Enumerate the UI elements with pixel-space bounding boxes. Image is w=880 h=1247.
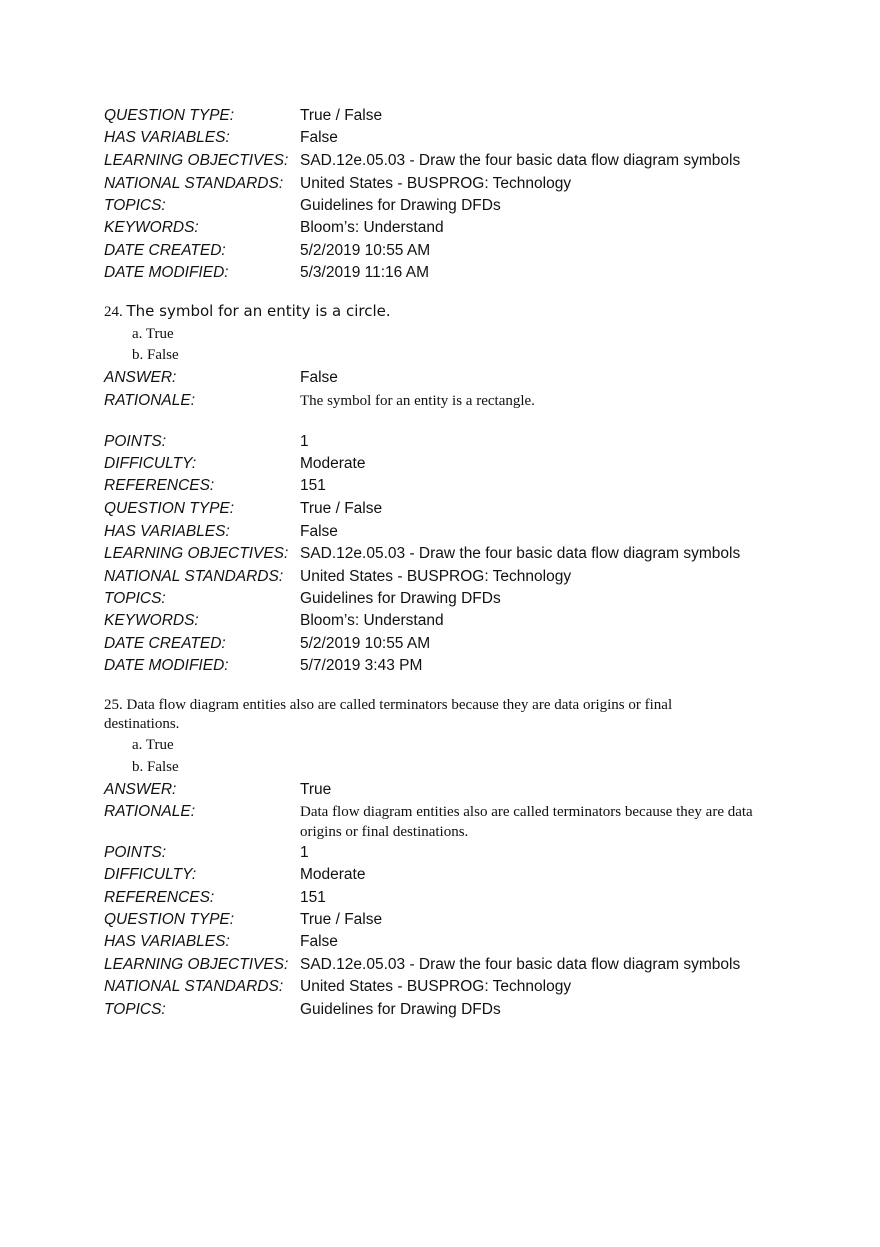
meta-label: TOPICS:	[104, 197, 166, 214]
option-a: a. True	[132, 326, 174, 342]
meta-value: 5/2/2019 10:55 AM	[300, 242, 431, 259]
meta-value: United States - BUSPROG: Technology	[300, 568, 572, 585]
question-24	[104, 302, 744, 322]
meta-label: QUESTION TYPE:	[104, 107, 235, 124]
meta-label: DIFFICULTY:	[104, 455, 197, 472]
question-number: 24.	[104, 304, 123, 320]
question-text: The symbol for an entity is a circle.	[126, 302, 391, 320]
meta-value: United States - BUSPROG: Technology	[300, 978, 572, 995]
meta-label: DATE MODIFIED:	[104, 657, 229, 674]
question-25	[104, 696, 744, 734]
answer-value: True	[300, 781, 332, 798]
meta-label: DATE MODIFIED:	[104, 264, 229, 281]
meta-label: QUESTION TYPE:	[104, 500, 235, 517]
meta-value: SAD.12e.05.03 - Draw the four basic data flow diagram symbols	[300, 956, 741, 973]
option-b: b. False	[132, 347, 179, 363]
meta-value: 151	[300, 889, 326, 906]
option-b: b. False	[132, 759, 179, 775]
meta-value: True / False	[300, 500, 383, 517]
meta-label: DATE CREATED:	[104, 242, 226, 259]
rationale-label: RATIONALE:	[104, 803, 196, 820]
meta-value: Bloom’s: Understand	[300, 219, 444, 236]
meta-value: Moderate	[300, 455, 366, 472]
meta-label: NATIONAL STANDARDS:	[104, 978, 284, 995]
meta-value: 1	[300, 844, 309, 861]
rationale-value: The symbol for an entity is a rectangle.	[300, 393, 535, 409]
meta-label: DATE CREATED:	[104, 635, 226, 652]
meta-value: False	[300, 933, 338, 950]
meta-label: LEARNING OBJECTIVES:	[104, 152, 289, 169]
meta-value: SAD.12e.05.03 - Draw the four basic data flow diagram symbols	[300, 545, 741, 562]
meta-value: 5/3/2019 11:16 AM	[300, 264, 429, 281]
meta-value: 151	[300, 477, 326, 494]
meta-label: LEARNING OBJECTIVES:	[104, 545, 289, 562]
meta-value: Guidelines for Drawing DFDs	[300, 197, 501, 214]
meta-value: 5/7/2019 3:43 PM	[300, 657, 423, 674]
meta-label: REFERENCES:	[104, 889, 215, 906]
meta-label: QUESTION TYPE:	[104, 911, 235, 928]
meta-value: 5/2/2019 10:55 AM	[300, 635, 431, 652]
meta-value: Guidelines for Drawing DFDs	[300, 1001, 501, 1018]
meta-label: NATIONAL STANDARDS:	[104, 175, 284, 192]
answer-label: ANSWER:	[104, 369, 177, 386]
meta-label: LEARNING OBJECTIVES:	[104, 956, 289, 973]
meta-label: TOPICS:	[104, 590, 166, 607]
rationale-value: Data flow diagram entities also are called terminators because they are data origins or final destinations.	[300, 804, 753, 840]
meta-value: False	[300, 523, 338, 540]
question-number: 25.	[104, 697, 123, 713]
meta-label: KEYWORDS:	[104, 612, 199, 629]
meta-value: False	[300, 129, 338, 146]
meta-value: SAD.12e.05.03 - Draw the four basic data flow diagram symbols	[300, 152, 741, 169]
meta-label: POINTS:	[104, 844, 167, 861]
answer-label: ANSWER:	[104, 781, 177, 798]
meta-label: TOPICS:	[104, 1001, 166, 1018]
meta-label: KEYWORDS:	[104, 219, 199, 236]
meta-label: POINTS:	[104, 433, 167, 450]
answer-value: False	[300, 369, 338, 386]
meta-value: True / False	[300, 107, 383, 124]
meta-value: Guidelines for Drawing DFDs	[300, 590, 501, 607]
meta-value: Bloom’s: Understand	[300, 612, 444, 629]
meta-value: True / False	[300, 911, 383, 928]
option-a: a. True	[132, 737, 174, 753]
meta-label: NATIONAL STANDARDS:	[104, 568, 284, 585]
rationale-label: RATIONALE:	[104, 392, 196, 409]
meta-label: HAS VARIABLES:	[104, 933, 230, 950]
meta-label: HAS VARIABLES:	[104, 129, 230, 146]
meta-value: United States - BUSPROG: Technology	[300, 175, 572, 192]
meta-label: DIFFICULTY:	[104, 866, 197, 883]
meta-label: REFERENCES:	[104, 477, 215, 494]
question-text: Data flow diagram entities also are called terminators because they are data origins or final destinations.	[104, 697, 673, 732]
meta-value: Moderate	[300, 866, 366, 883]
meta-value: 1	[300, 433, 309, 450]
meta-label: HAS VARIABLES:	[104, 523, 230, 540]
